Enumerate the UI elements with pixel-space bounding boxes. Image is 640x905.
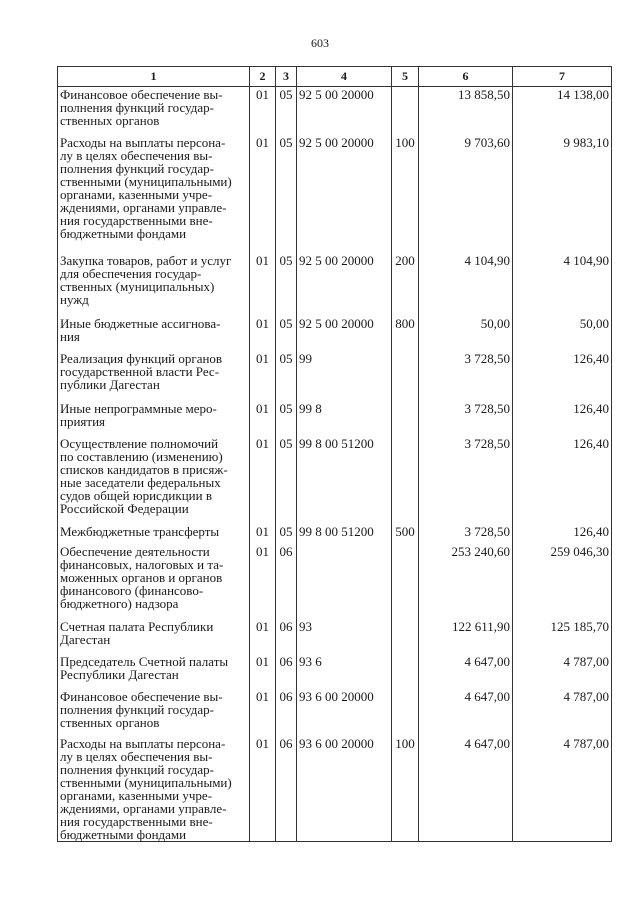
item-name-line: приятия bbox=[60, 413, 106, 429]
expense-type-cell bbox=[392, 544, 419, 619]
section-cell: 01 bbox=[250, 253, 276, 316]
expense-type-cell bbox=[392, 654, 419, 689]
item-name-line: ственными (муниципальными) bbox=[60, 173, 232, 189]
amount-year1-cell: 13 858,50 bbox=[419, 87, 513, 135]
item-name-cell bbox=[58, 436, 250, 524]
table-row bbox=[58, 253, 612, 316]
table-row bbox=[58, 689, 612, 736]
subsection-cell: 06 bbox=[276, 736, 297, 842]
item-name-line: Расходы на выплаты персона- bbox=[60, 735, 226, 751]
target-article-cell: 99 8 00 51200 bbox=[297, 524, 392, 544]
amount-year2-cell: 125 185,70 bbox=[513, 619, 612, 654]
table-row bbox=[58, 135, 612, 253]
section-cell: 01 bbox=[250, 544, 276, 619]
item-name-cell bbox=[58, 135, 250, 253]
amount-year2-cell: 4 787,00 bbox=[513, 689, 612, 736]
subsection-cell: 06 bbox=[276, 544, 297, 619]
amount-year2-cell: 126,40 bbox=[513, 351, 612, 401]
amount-year1-cell: 4 647,00 bbox=[419, 654, 513, 689]
item-name-line: полнения функций государ- bbox=[60, 701, 214, 717]
target-article-cell: 93 6 bbox=[297, 654, 392, 689]
expense-type-cell bbox=[392, 689, 419, 736]
subsection-cell: 05 bbox=[276, 253, 297, 316]
item-name-cell bbox=[58, 253, 250, 316]
section-cell: 01 bbox=[250, 619, 276, 654]
subsection-cell: 05 bbox=[276, 135, 297, 253]
table-row bbox=[58, 619, 612, 654]
target-article-cell: 92 5 00 20000 bbox=[297, 135, 392, 253]
amount-year2-cell: 126,40 bbox=[513, 524, 612, 544]
amount-year1-cell: 4 647,00 bbox=[419, 736, 513, 842]
item-name-line: финансового (финансово- bbox=[60, 582, 204, 598]
item-name-line: Российской Федерации bbox=[60, 500, 189, 516]
item-name-line: судов общей юрисдикции в bbox=[60, 487, 212, 503]
target-article-cell: 93 6 00 20000 bbox=[297, 736, 392, 842]
item-name-line: Межбюджетные трансферты bbox=[60, 523, 220, 539]
item-name-line: моженных органов и органов bbox=[60, 569, 223, 585]
amount-year1-cell: 3 728,50 bbox=[419, 436, 513, 524]
item-name-line: бюджетного) надзора bbox=[60, 595, 179, 611]
table-row bbox=[58, 524, 612, 544]
item-name-line: Осуществление полномочий bbox=[60, 435, 219, 451]
item-name-line: полнения функций государ- bbox=[60, 761, 214, 777]
subsection-cell: 05 bbox=[276, 316, 297, 351]
item-name-line: лу в целях обеспечения вы- bbox=[60, 147, 213, 163]
item-name-line: Председатель Счетной палаты bbox=[60, 653, 229, 669]
table-row bbox=[58, 401, 612, 436]
item-name-line: ждениями, органами управле- bbox=[60, 199, 227, 215]
table-row bbox=[58, 436, 612, 524]
column-header: 5 bbox=[392, 67, 419, 87]
item-name-line: Закупка товаров, работ и услуг bbox=[60, 252, 232, 268]
column-header: 4 bbox=[297, 67, 392, 87]
amount-year2-cell: 126,40 bbox=[513, 436, 612, 524]
subsection-cell: 06 bbox=[276, 654, 297, 689]
item-name-line: ственными (муниципальными) bbox=[60, 774, 232, 790]
item-name-line: списков кандидатов в присяж- bbox=[60, 461, 228, 477]
item-name-line: финансовых, налоговых и та- bbox=[60, 556, 224, 572]
expense-type-cell bbox=[392, 87, 419, 135]
section-cell: 01 bbox=[250, 316, 276, 351]
section-cell: 01 bbox=[250, 436, 276, 524]
amount-year2-cell: 14 138,00 bbox=[513, 87, 612, 135]
table-row bbox=[58, 351, 612, 401]
column-header: 3 bbox=[276, 67, 297, 87]
amount-year2-cell: 4 787,00 bbox=[513, 654, 612, 689]
amount-year1-cell: 3 728,50 bbox=[419, 351, 513, 401]
expense-type-cell bbox=[392, 619, 419, 654]
item-name-line: ния bbox=[60, 328, 80, 344]
page-number: 603 bbox=[311, 36, 329, 50]
item-name-line: ственных органов bbox=[60, 113, 160, 128]
item-name-line: ственных органов bbox=[60, 714, 160, 730]
section-cell: 01 bbox=[250, 736, 276, 842]
item-name-line: Расходы на выплаты персона- bbox=[60, 134, 226, 150]
expense-type-cell: 100 bbox=[392, 135, 419, 253]
item-name-line: бюджетными фондами bbox=[60, 826, 187, 842]
amount-year2-cell: 126,40 bbox=[513, 401, 612, 436]
item-name-line: органами, казенными учре- bbox=[60, 186, 213, 202]
item-name-line: ния государственными вне- bbox=[60, 212, 213, 228]
item-name-line: Финансовое обеспечение вы- bbox=[60, 688, 223, 704]
table-row bbox=[58, 316, 612, 351]
target-article-cell: 99 bbox=[297, 351, 392, 401]
item-name-line: публики Дагестан bbox=[60, 376, 160, 392]
section-cell: 01 bbox=[250, 654, 276, 689]
table-row bbox=[58, 736, 612, 842]
amount-year1-cell: 122 611,90 bbox=[419, 619, 513, 654]
target-article-cell: 99 8 bbox=[297, 401, 392, 436]
item-name-line: ные заседатели федеральных bbox=[60, 474, 221, 490]
table-row bbox=[58, 654, 612, 689]
column-header: 1 bbox=[58, 67, 250, 87]
amount-year1-cell: 3 728,50 bbox=[419, 524, 513, 544]
target-article-cell: 92 5 00 20000 bbox=[297, 87, 392, 135]
amount-year1-cell: 253 240,60 bbox=[419, 544, 513, 619]
item-name-line: Счетная палата Республики bbox=[60, 618, 214, 634]
target-article-cell: 99 8 00 51200 bbox=[297, 436, 392, 524]
item-name-line: органами, казенными учре- bbox=[60, 787, 213, 803]
item-name-cell bbox=[58, 401, 250, 436]
amount-year2-cell: 4 787,00 bbox=[513, 736, 612, 842]
item-name-line: ния государственными вне- bbox=[60, 813, 213, 829]
item-name-line: лу в целях обеспечения вы- bbox=[60, 748, 213, 764]
subsection-cell: 05 bbox=[276, 351, 297, 401]
expense-type-cell: 500 bbox=[392, 524, 419, 544]
expense-type-cell: 200 bbox=[392, 253, 419, 316]
amount-year1-cell: 9 703,60 bbox=[419, 135, 513, 253]
subsection-cell: 05 bbox=[276, 436, 297, 524]
subsection-cell: 06 bbox=[276, 689, 297, 736]
item-name-line: для обеспечения государ- bbox=[60, 265, 202, 281]
subsection-cell: 05 bbox=[276, 401, 297, 436]
item-name-line: бюджетными фондами bbox=[60, 225, 187, 241]
item-name-line: Реализация функций органов bbox=[60, 350, 223, 366]
item-name-line: Финансовое обеспечение вы- bbox=[60, 87, 223, 102]
subsection-cell: 05 bbox=[276, 524, 297, 544]
item-name-cell bbox=[58, 689, 250, 736]
expense-type-cell: 100 bbox=[392, 736, 419, 842]
header-row bbox=[58, 67, 612, 87]
amount-year1-cell: 3 728,50 bbox=[419, 401, 513, 436]
table-body bbox=[58, 87, 612, 842]
expense-type-cell bbox=[392, 436, 419, 524]
amount-year2-cell: 50,00 bbox=[513, 316, 612, 351]
target-article-cell: 92 5 00 20000 bbox=[297, 316, 392, 351]
section-cell: 01 bbox=[250, 689, 276, 736]
target-article-cell: 92 5 00 20000 bbox=[297, 253, 392, 316]
section-cell: 01 bbox=[250, 135, 276, 253]
item-name-line: государственной власти Рес- bbox=[60, 363, 220, 379]
item-name-cell bbox=[58, 316, 250, 351]
amount-year1-cell: 50,00 bbox=[419, 316, 513, 351]
item-name-line: по составлению (изменению) bbox=[60, 448, 223, 464]
section-cell: 01 bbox=[250, 351, 276, 401]
table-row bbox=[58, 87, 612, 135]
amount-year2-cell: 259 046,30 bbox=[513, 544, 612, 619]
item-name-line: полнения функций государ- bbox=[60, 100, 214, 115]
amount-year1-cell: 4 647,00 bbox=[419, 689, 513, 736]
item-name-line: Обеспечение деятельности bbox=[60, 543, 210, 559]
expense-type-cell bbox=[392, 401, 419, 436]
section-cell: 01 bbox=[250, 87, 276, 135]
item-name-cell bbox=[58, 544, 250, 619]
section-cell: 01 bbox=[250, 524, 276, 544]
item-name-line: ственных (муниципальных) bbox=[60, 278, 215, 294]
target-article-cell bbox=[297, 544, 392, 619]
item-name-cell bbox=[58, 736, 250, 842]
item-name-line: нужд bbox=[60, 291, 89, 307]
expense-type-cell: 800 bbox=[392, 316, 419, 351]
item-name-cell bbox=[58, 619, 250, 654]
column-header: 6 bbox=[419, 67, 513, 87]
subsection-cell: 06 bbox=[276, 619, 297, 654]
amount-year1-cell: 4 104,90 bbox=[419, 253, 513, 316]
item-name-line: полнения функций государ- bbox=[60, 160, 214, 176]
table-row bbox=[58, 544, 612, 619]
item-name-line: Иные непрограммные меро- bbox=[60, 400, 217, 416]
item-name-line: Республики Дагестан bbox=[60, 666, 179, 682]
section-cell: 01 bbox=[250, 401, 276, 436]
item-name-cell bbox=[58, 524, 250, 544]
item-name-cell bbox=[58, 351, 250, 401]
item-name-line: Дагестан bbox=[60, 631, 111, 647]
column-header: 7 bbox=[513, 67, 612, 87]
subsection-cell: 05 bbox=[276, 87, 297, 135]
item-name-cell bbox=[58, 654, 250, 689]
column-header: 2 bbox=[250, 67, 276, 87]
target-article-cell: 93 6 00 20000 bbox=[297, 689, 392, 736]
budget-table bbox=[57, 66, 612, 842]
item-name-cell bbox=[58, 87, 250, 135]
target-article-cell: 93 bbox=[297, 619, 392, 654]
amount-year2-cell: 9 983,10 bbox=[513, 135, 612, 253]
item-name-line: ждениями, органами управле- bbox=[60, 800, 227, 816]
item-name-line: Иные бюджетные ассигнова- bbox=[60, 315, 221, 331]
amount-year2-cell: 4 104,90 bbox=[513, 253, 612, 316]
expense-type-cell bbox=[392, 351, 419, 401]
